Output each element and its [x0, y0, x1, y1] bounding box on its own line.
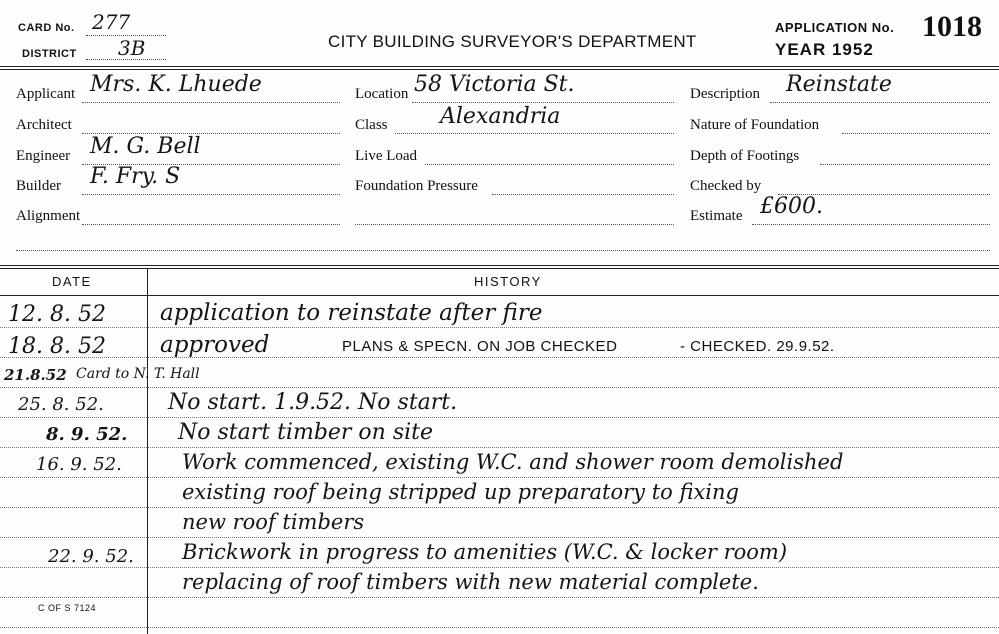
- ruled-line: [0, 327, 999, 328]
- applicant-label: Applicant: [16, 86, 76, 102]
- entry-text: approved: [160, 332, 270, 358]
- entry-date: 12. 8. 52: [8, 302, 106, 327]
- date-column-header: DATE: [52, 274, 92, 289]
- estimate-value: £600.: [760, 194, 823, 219]
- engineer-value: M. G. Bell: [90, 134, 201, 159]
- nature-line: [842, 133, 990, 134]
- ruled-line: [0, 477, 999, 478]
- district-line: [86, 59, 166, 60]
- applicant-line: [82, 102, 340, 103]
- application-no-label: APPLICATION No.: [775, 20, 895, 35]
- ruled-line: [0, 357, 999, 358]
- location-line: [412, 102, 674, 103]
- district-value: 3B: [118, 36, 146, 60]
- entry-text: new roof timbers: [182, 510, 365, 534]
- entry-text: existing roof being stripped up preparatory to fixing: [182, 480, 739, 504]
- checked-by-label: Checked by: [690, 178, 762, 194]
- description-value: Reinstate: [786, 72, 892, 97]
- card-no-value: 277: [92, 10, 131, 34]
- checked-date-stamp: - CHECKED. 29.9.52.: [680, 338, 835, 355]
- depth-line: [820, 164, 990, 165]
- history-header-rule: [0, 295, 999, 296]
- history-rule-top: [0, 265, 999, 266]
- depth-of-footings-label: Depth of Footings: [690, 148, 800, 164]
- history-column-header: HISTORY: [474, 274, 542, 289]
- description-line: [770, 102, 990, 103]
- entry-text: Work commenced, existing W.C. and shower room demolished: [182, 450, 844, 474]
- live-load-label: Live Load: [355, 148, 418, 164]
- entry-text: application to reinstate after fire: [160, 300, 543, 326]
- architect-label: Architect: [16, 117, 72, 133]
- plans-checked-stamp: PLANS & SPECN. ON JOB CHECKED: [342, 338, 618, 355]
- card-no-label: CARD No.: [18, 22, 75, 34]
- ruled-line: [0, 507, 999, 508]
- estimate-label: Estimate: [690, 208, 743, 224]
- year-label: YEAR 1952: [775, 40, 874, 59]
- live-load-line: [425, 164, 674, 165]
- entry-date: 21.8.52: [4, 366, 67, 384]
- class-value: Alexandria: [440, 104, 561, 129]
- ruled-line: [0, 417, 999, 418]
- applicant-value: Mrs. K. Lhuede: [90, 72, 262, 97]
- entry-date: 8. 9. 52.: [46, 424, 128, 445]
- builder-label: Builder: [16, 178, 61, 194]
- class-label: Class: [355, 117, 388, 133]
- department-title: CITY BUILDING SURVEYOR'S DEPARTMENT: [328, 32, 697, 51]
- engineer-label: Engineer: [16, 148, 71, 164]
- ruled-line: [0, 627, 999, 628]
- description-label: Description: [690, 86, 760, 102]
- location-label: Location: [355, 86, 409, 102]
- form-code: C OF S 7124: [38, 603, 97, 613]
- application-no-value: 1018: [922, 10, 982, 43]
- entry-text: Card to N. T. Hall: [76, 366, 200, 382]
- entry-text: replacing of roof timbers with new material complete.: [182, 570, 759, 594]
- entry-date: 16. 9. 52.: [36, 454, 122, 475]
- header-rule-bottom: [0, 69, 999, 70]
- entry-text: No start timber on site: [178, 420, 434, 445]
- date-column-divider: [147, 268, 148, 634]
- col2-blank-line: [355, 224, 674, 225]
- foundation-pressure-label: Foundation Pressure: [355, 178, 478, 194]
- foundation-pressure-line: [492, 194, 674, 195]
- location-value: 58 Victoria St.: [414, 72, 575, 97]
- builder-value: F. Fry. S: [90, 164, 181, 189]
- class-line: [395, 133, 674, 134]
- history-rule-top2: [0, 268, 999, 269]
- ruled-line: [0, 447, 999, 448]
- ruled-line: [0, 597, 999, 598]
- entry-date: 22. 9. 52.: [48, 546, 134, 567]
- entry-text: No start. 1.9.52. No start.: [168, 390, 458, 415]
- entry-date: 18. 8. 52: [8, 334, 106, 359]
- ruled-line: [0, 537, 999, 538]
- ruled-line: [0, 567, 999, 568]
- builder-line: [82, 194, 340, 195]
- district-label: DISTRICT: [22, 48, 77, 60]
- nature-of-foundation-label: Nature of Foundation: [690, 117, 820, 133]
- fields-blank-line: [16, 250, 990, 251]
- alignment-label: Alignment: [16, 208, 81, 224]
- entry-date: 25. 8. 52.: [18, 394, 104, 415]
- alignment-line: [82, 224, 340, 225]
- entry-text: Brickwork in progress to amenities (W.C. & locker room): [182, 540, 788, 564]
- estimate-line: [752, 224, 990, 225]
- header-rule-top: [0, 66, 999, 67]
- ruled-line: [0, 387, 999, 388]
